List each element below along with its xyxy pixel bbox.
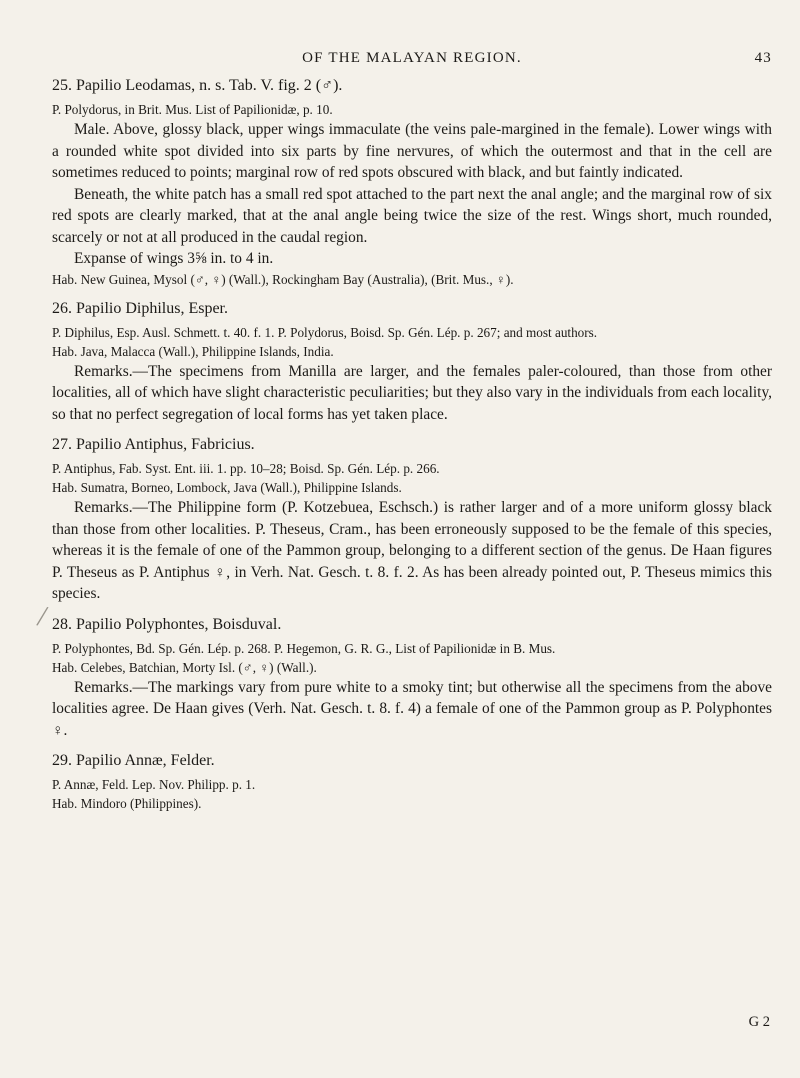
running-title: OF THE MALAYAN REGION. <box>302 50 522 66</box>
synonym: P. Diphilus, Esp. Ausl. Schmett. t. 40. f. 1. P. Polydorus, Boisd. Sp. Gén. Lép. p. 267; and most authors. <box>52 324 598 340</box>
page-number: 43 <box>754 50 772 66</box>
entry-heading: 26. Papilio Diphilus, Esper. <box>52 299 228 317</box>
margin-pencil-mark: / <box>34 599 50 634</box>
habitat: Hab. Celebes, Batchian, Morty Isl. (♂, ♀) (Wall.). <box>52 659 317 675</box>
synonym: P. Polyphontes, Bd. Sp. Gén. Lép. p. 268. P. Hegemon, G. R. G., List of Papilionidæ in B. Mus. <box>52 640 556 656</box>
page <box>52 50 772 813</box>
paragraph: Remarks.—The Philippine form (P. Kotzebuea, Eschsch.) is rather larger and of a more uniform glossy black than those from other localities. P. Theseus, Cram., has been erroneously supposed to be the female of this species, whereas it is the female of one of the Pammon group, belonging to a different section of the genus. De Haan figures P. Theseus as P. Antiphus ♀, in Verh. Nat. Gesch. t. 8. f. 2. As has been already pointed out, P. Theseus mimics this species. <box>52 499 772 602</box>
paragraph: Male. Above, glossy black, upper wings immaculate (the veins pale-margined in the female). Lower wings with a rounded white spot divided into six parts by fine nervures, of which the outermost and that in the cell are sometimes reduced to points; marginal row of red spots obscured with black, and but faintly indicated. <box>52 121 772 181</box>
entry-heading: 25. Papilio Leodamas, n. s. Tab. V. fig. 2 (♂). <box>52 77 343 94</box>
signature-mark: G 2 <box>748 1014 770 1030</box>
synonym: P. Antiphus, Fab. Syst. Ent. iii. 1. pp. 10–28; Boisd. Sp. Gén. Lép. p. 266. <box>52 461 440 476</box>
running-head <box>52 50 772 76</box>
entry-heading: 29. Papilio Annæ, Felder. <box>52 752 215 769</box>
paragraph: Remarks.—The specimens from Manilla are larger, and the females paler-coloured, than those from other localities, all of which have slight characteristic peculiarities; but they also vary in the individuals from each locality, so that no perfect segregation of local forms has yet taken place. <box>52 362 772 423</box>
paragraph: Remarks.—The markings vary from pure white to a smoky tint; but otherwise all the specimens from the above localities agree. De Haan gives (Verh. Nat. Gesch. t. 8. f. 4) a female of one of the Pammon group as P. Polyphontes ♀. <box>52 678 772 739</box>
synonym: P. Annæ, Feld. Lep. Nov. Philipp. p. 1. <box>52 777 256 792</box>
habitat: Hab. Sumatra, Borneo, Lombock, Java (Wall.), Philippine Islands. <box>52 480 402 495</box>
entry-heading: 27. Papilio Antiphus, Fabricius. <box>52 436 255 453</box>
paragraph: Expanse of wings 3⅝ in. to 4 in. <box>74 250 274 267</box>
paragraph: Beneath, the white patch has a small red spot attached to the part next the anal angle; and the marginal row of six red spots are clearly marked, that at the anal angle being twice the size of the rest. Wings short, much rounded, scarcely or not at all produced in the caudal region. <box>52 185 772 246</box>
habitat: Hab. New Guinea, Mysol (♂, ♀) (Wall.), Rockingham Bay (Australia), (Brit. Mus., ♀). <box>52 271 514 287</box>
synonym: P. Polydorus, in Brit. Mus. List of Papilionidæ, p. 10. <box>52 102 333 117</box>
habitat: Hab. Java, Malacca (Wall.), Philippine Islands, India. <box>52 343 334 359</box>
entry-heading: 28. Papilio Polyphontes, Boisduval. <box>52 615 282 633</box>
habitat: Hab. Mindoro (Philippines). <box>52 796 202 811</box>
